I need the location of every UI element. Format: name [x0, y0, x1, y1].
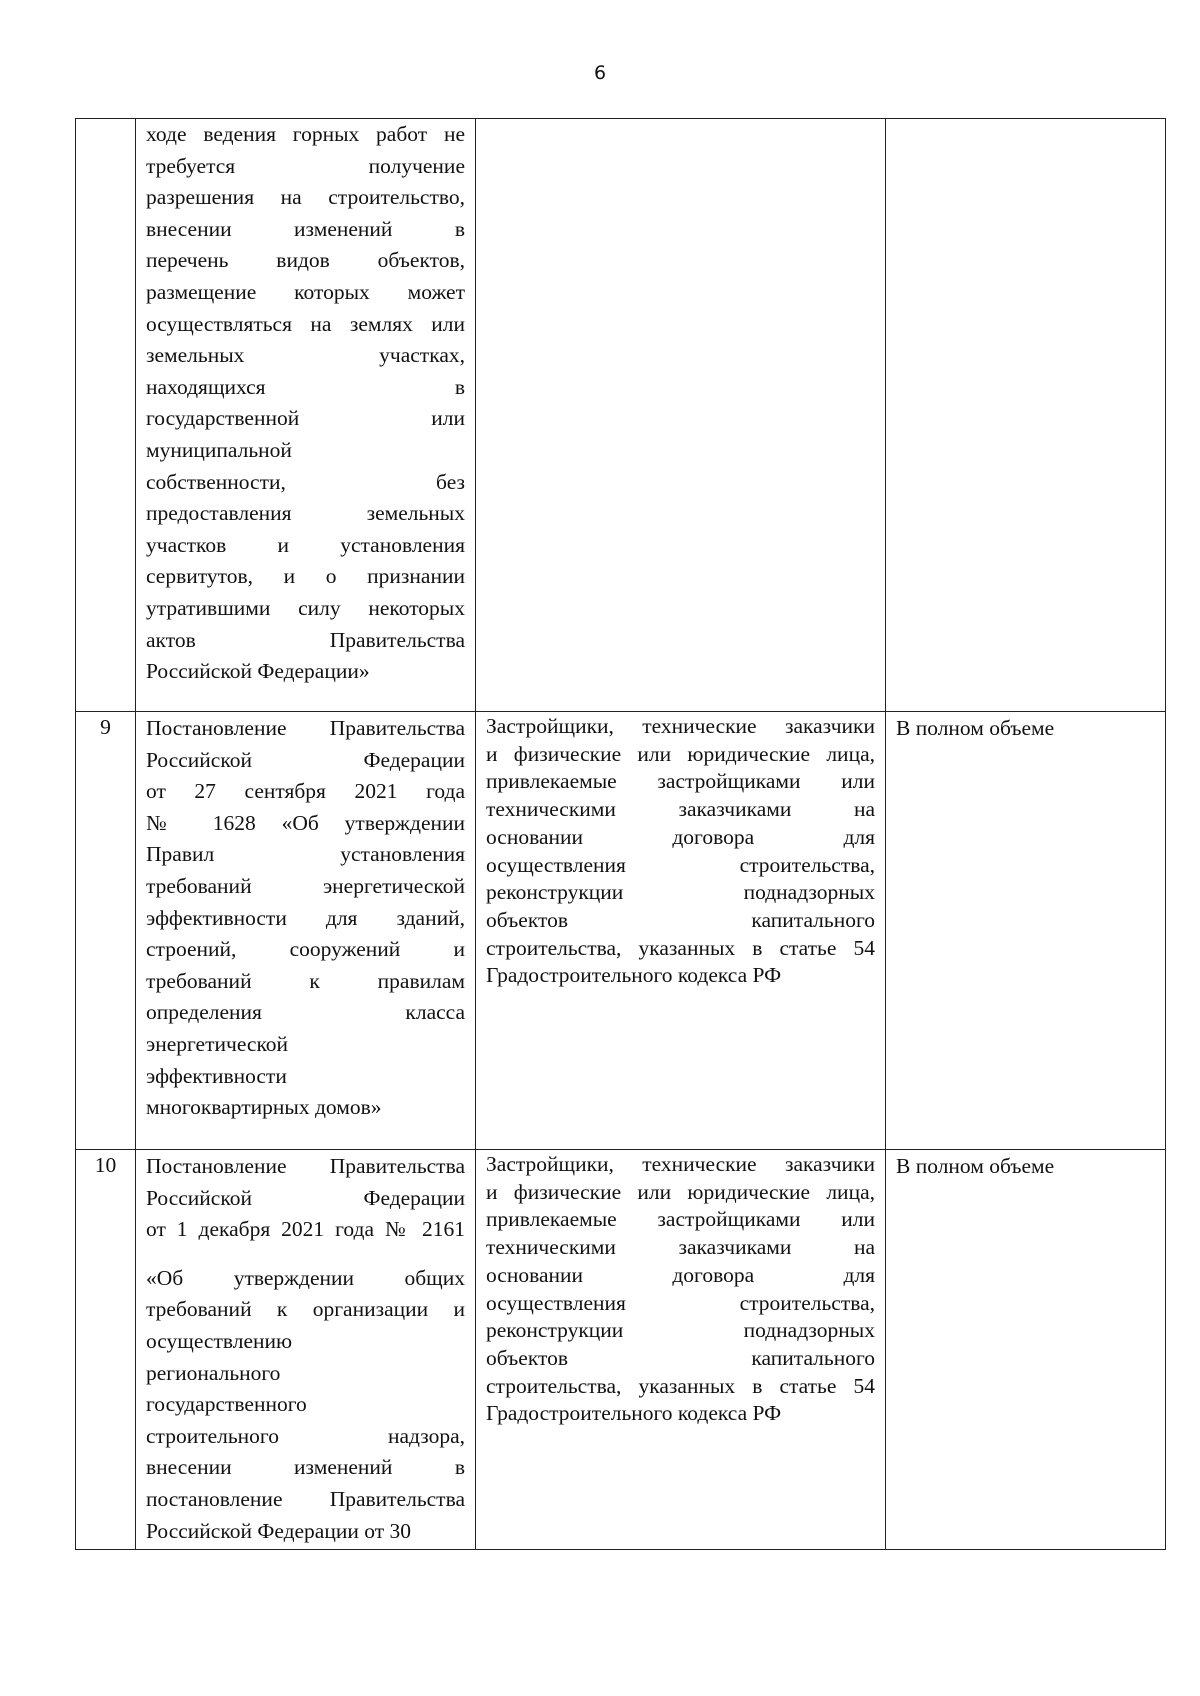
text-line: внесении изменений в: [146, 1455, 465, 1480]
text-line: Застройщики, технические заказчики: [486, 714, 875, 738]
text-line: осуществлению: [146, 1328, 293, 1353]
requirements-table: [75, 118, 1166, 1550]
text-line: основании договора для: [486, 824, 875, 849]
subjects-lines: [486, 713, 875, 990]
text-line: земельных участках,: [146, 343, 465, 368]
subjects-lines: [486, 1151, 875, 1428]
subjects-cell: [476, 119, 886, 712]
text-line: находящихся в: [146, 374, 465, 399]
text-line: внесении изменений в: [146, 216, 465, 241]
text-line: размещение которых может: [146, 279, 465, 304]
text-line: и физические или юридические лица,: [486, 741, 875, 766]
text-line: основании договора для: [486, 1262, 875, 1287]
document-title-lines: [146, 713, 465, 1124]
text-line: строений, сооружений и: [146, 937, 465, 962]
text-line: Российской Федерации: [146, 747, 465, 772]
document-title-cell: [136, 119, 476, 712]
text-line: от 27 сентября 2021 года: [146, 779, 465, 804]
text-line: определения класса: [146, 1000, 465, 1025]
text-line: Градостроительного кодекса РФ: [486, 1401, 782, 1426]
text-line: и физические или юридические лица,: [486, 1179, 875, 1204]
text-line: постановление Правительства: [146, 1486, 465, 1511]
document-title-cell: [136, 1150, 476, 1550]
document-title-heading-lines: [146, 1151, 465, 1246]
document-title-lines: [146, 1263, 465, 1547]
text-line: осуществления строительства,: [486, 1290, 875, 1315]
text-line: от 1 декабря 2021 года № 2161: [146, 1217, 465, 1242]
scope-cell: В полном объеме: [886, 1150, 1166, 1550]
text-line: сервитутов, и о признании: [146, 564, 465, 589]
text-line: утратившими силу некоторых: [146, 595, 465, 620]
page-number: 6: [593, 62, 607, 84]
row-number-cell: 10: [76, 1150, 136, 1550]
text-line: строительства, указанных в статье 54: [486, 1373, 875, 1398]
text-line: требований к правилам: [146, 968, 465, 993]
table-row: [76, 712, 1166, 1150]
text-line: эффективности для зданий,: [146, 905, 465, 930]
document-title-lines: [146, 119, 465, 688]
text-line: Градостроительного кодекса РФ: [486, 963, 782, 988]
subjects-cell: [476, 712, 886, 1150]
document-title-cell: [136, 712, 476, 1150]
text-line: Постановление Правительства: [146, 1154, 465, 1178]
text-line: ходе ведения горных работ не: [146, 122, 465, 146]
text-line: строительства, указанных в статье 54: [486, 935, 875, 960]
text-line: актов Правительства: [146, 627, 465, 652]
text-line: реконструкции поднадзорных: [486, 880, 875, 905]
text-line: техническими заказчиками на: [486, 1235, 875, 1260]
text-line: привлекаемые застройщиками или: [486, 769, 875, 794]
text-line: Правил установления: [146, 842, 465, 867]
text-line: привлекаемые застройщиками или: [486, 1207, 875, 1232]
text-line: Российской Федерации от 30: [146, 1518, 411, 1543]
table-row: [76, 119, 1166, 712]
text-line: энергетической: [146, 1031, 289, 1056]
text-line: регионального: [146, 1360, 281, 1385]
text-line: государственного: [146, 1392, 307, 1417]
text-line: № 1628 «Об утверждении: [146, 810, 465, 835]
subjects-cell: [476, 1150, 886, 1550]
text-line: требований энергетической: [146, 873, 465, 898]
text-line: участков и установления: [146, 532, 465, 557]
row-number-cell: 9: [76, 712, 136, 1150]
table-row: [76, 1150, 1166, 1550]
text-line: Постановление Правительства: [146, 716, 465, 740]
text-line: требований к организации и: [146, 1297, 465, 1322]
text-line: объектов капитального: [486, 1345, 875, 1370]
text-line: муниципальной: [146, 437, 292, 462]
text-line: предоставления земельных: [146, 501, 465, 526]
text-line: реконструкции поднадзорных: [486, 1318, 875, 1343]
text-line: требуется получение: [146, 153, 465, 178]
text-line: Застройщики, технические заказчики: [486, 1152, 875, 1176]
text-line: государственной или: [146, 406, 465, 431]
text-line: «Об утверждении общих: [146, 1265, 465, 1290]
row-number-cell: [76, 119, 136, 712]
text-line: строительного надзора,: [146, 1423, 465, 1448]
scope-cell: В полном объеме: [886, 712, 1166, 1150]
text-line: Российской Федерации»: [146, 659, 370, 684]
text-line: собственности, без: [146, 469, 465, 494]
text-line: многоквартирных домов»: [146, 1095, 382, 1120]
text-line: перечень видов объектов,: [146, 248, 465, 273]
text-line: объектов капитального: [486, 907, 875, 932]
scope-cell: [886, 119, 1166, 712]
paragraph-gap: [146, 1246, 465, 1263]
text-line: техническими заказчиками на: [486, 797, 875, 822]
text-line: разрешения на строительство,: [146, 185, 465, 210]
text-line: эффективности: [146, 1063, 287, 1088]
text-line: осуществления строительства,: [486, 852, 875, 877]
text-line: осуществляться на землях или: [146, 311, 465, 336]
text-line: Российской Федерации: [146, 1185, 465, 1210]
